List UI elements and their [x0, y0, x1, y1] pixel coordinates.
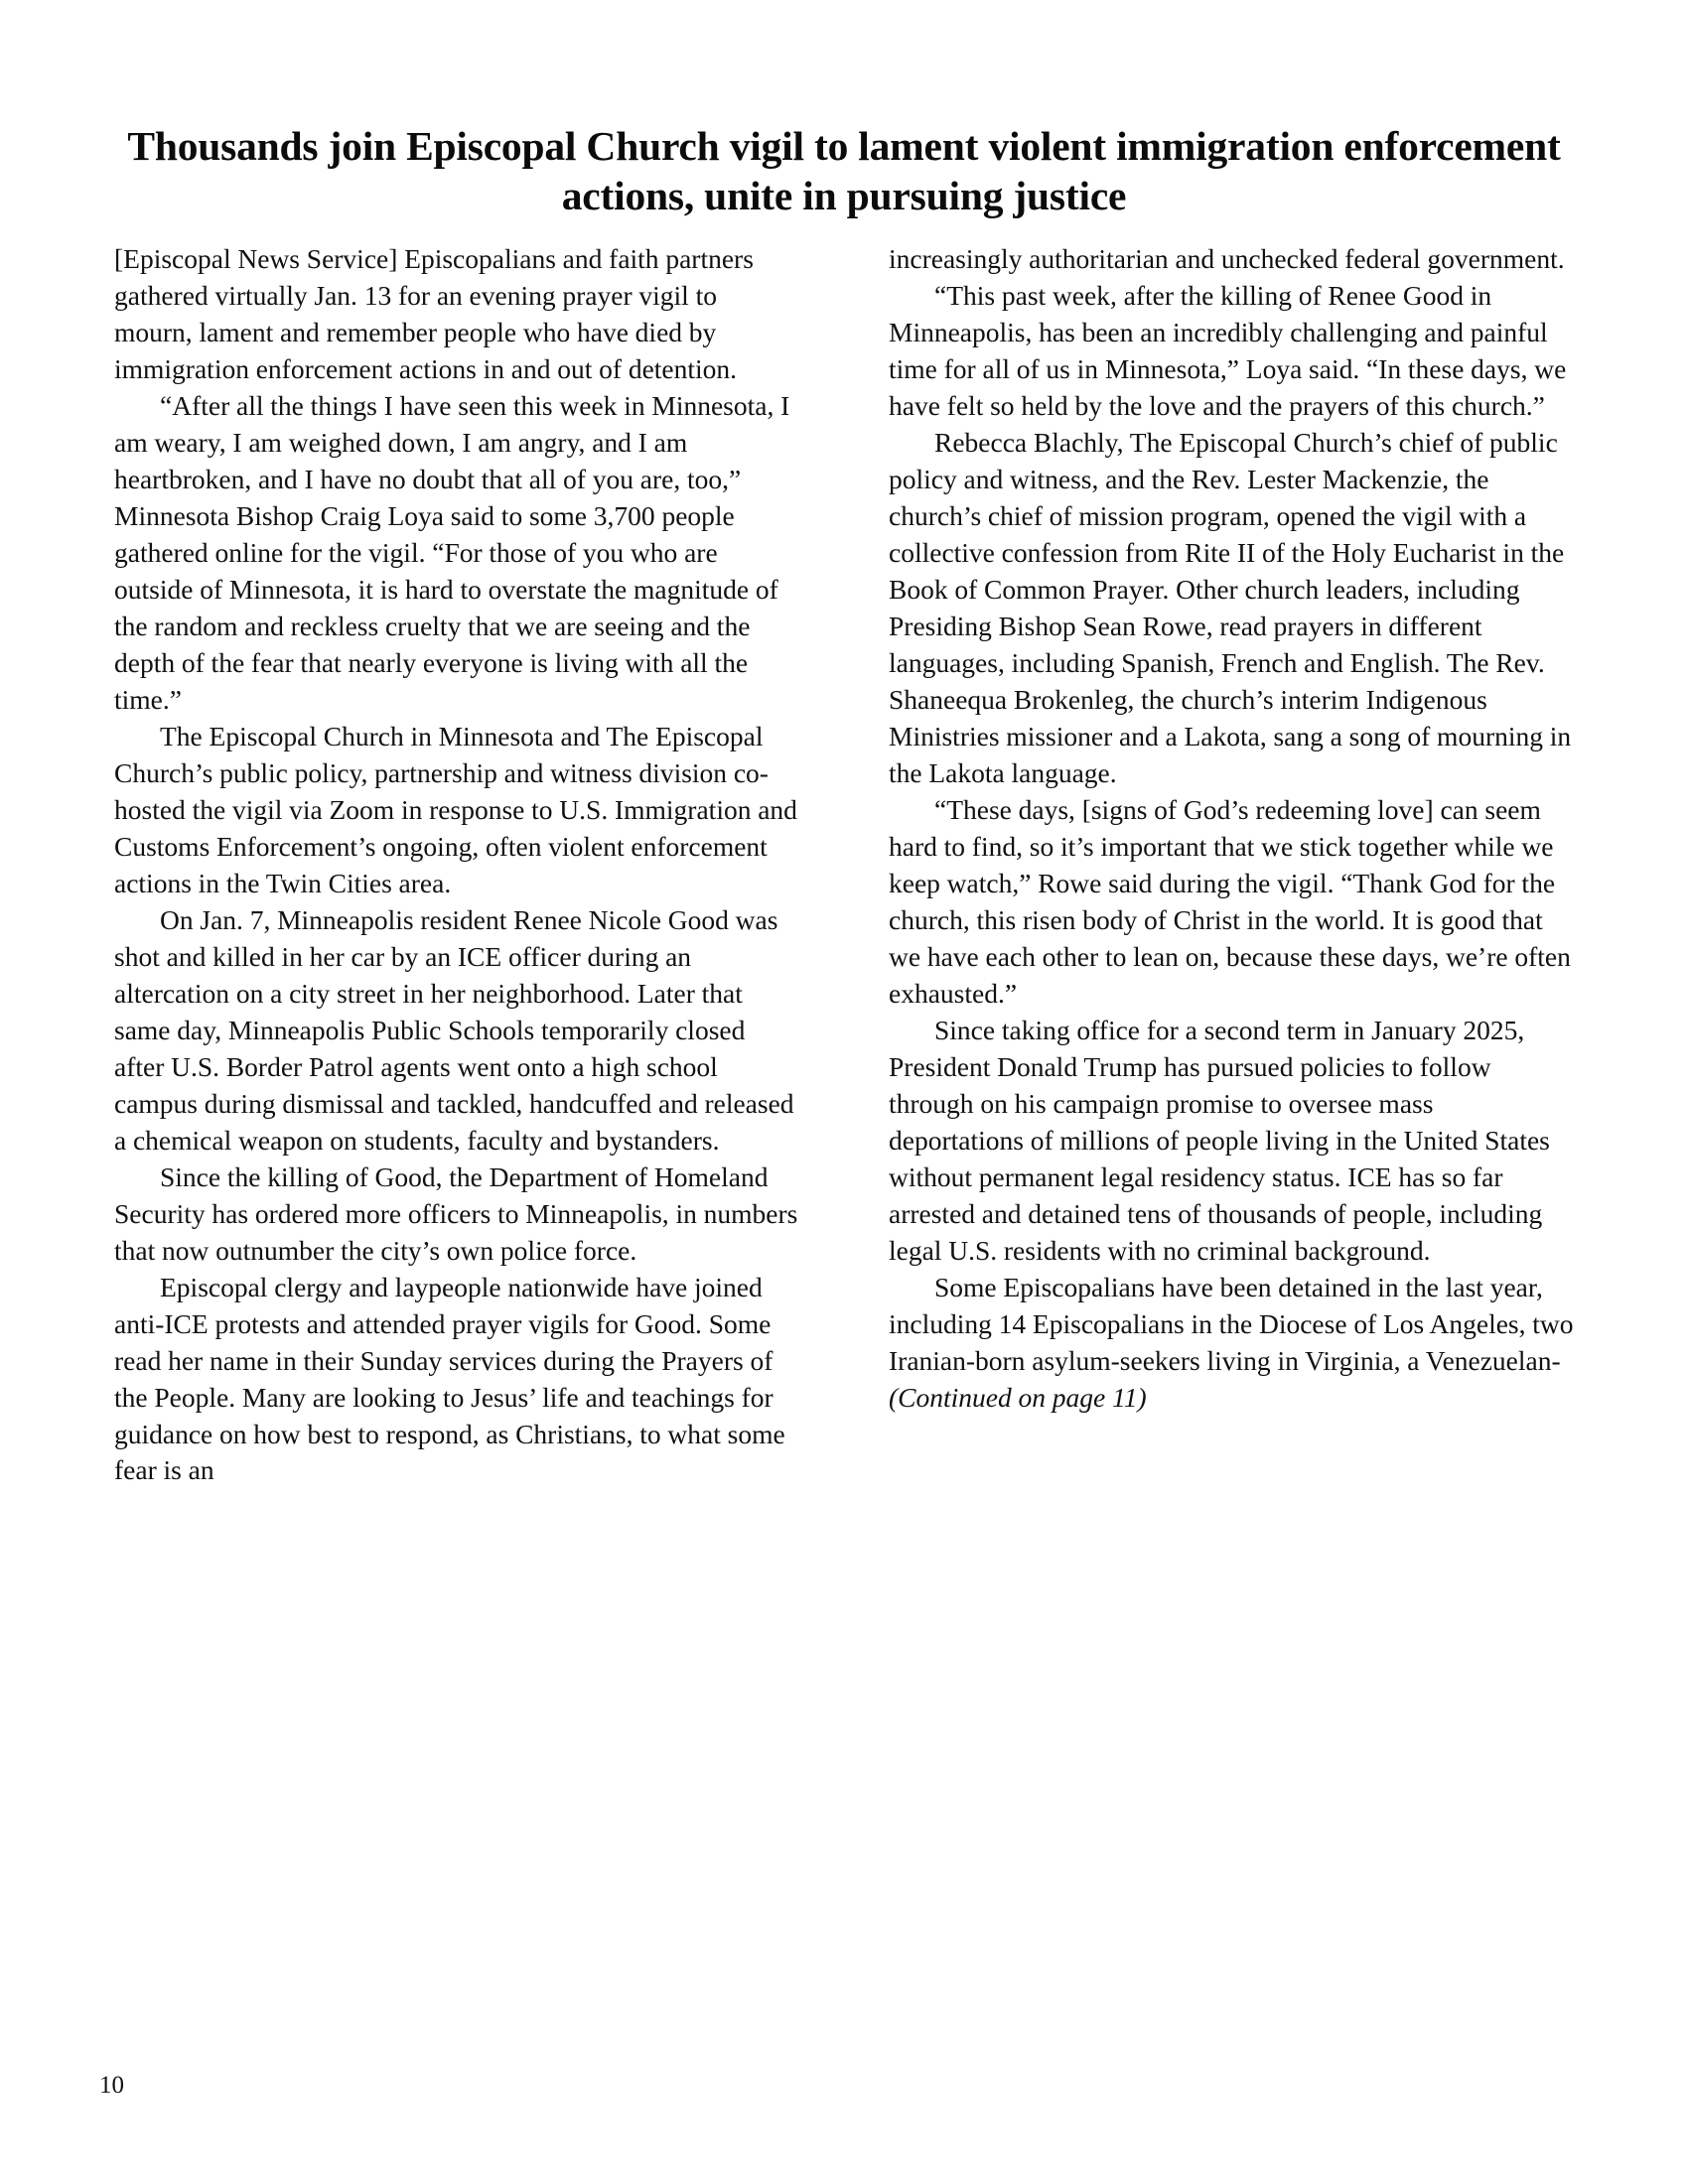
paragraph: Since the killing of Good, the Department of Homeland Security has ordered more officers to Minneapolis, in numbers that now outnumber the city’s own police force. [114, 1160, 798, 1266]
article-columns [114, 241, 1574, 2043]
column-left [114, 241, 799, 1489]
paragraph: Some Episcopalians have been detained in the last year, including 14 Episcopalians in the Diocese of Los Angeles, two Iranian-born asylum-seekers living in Virginia, a Venezuelan- [889, 1271, 1574, 1376]
column-right [889, 241, 1574, 1417]
paragraph: The Episcopal Church in Minnesota and The Episcopal Church’s public policy, partnership and witness division co-hosted the vigil via Zoom in response to U.S. Immigration and Customs Enforcement’s ongoing, often violent enforcement actions in the Twin Cities area. [114, 720, 797, 898]
continued-note: (Continued on page 11) [889, 1381, 1147, 1413]
paragraph: Since taking office for a second term in January 2025, President Donald Trump has pursued policies to follow through on his campaign promise to oversee mass deportations of millions of people living in the United States without permanent legal residency status. ICE has so far arrested and detained tens of thousands of people, including legal U.S. residents with no criminal background. [889, 1014, 1550, 1266]
page-title: Thousands join Episcopal Church vigil to lament violent immigration enforcement actions, unite in pursuing justice [127, 122, 1561, 218]
paragraph: “After all the things I have seen this week in Minnesota, I am weary, I am weighed down, I am angry, and I am heartbroken, and I have no doubt that all of you are, too,” Minnesota Bishop Craig Loya said to some 3,700 people gathered online for the vigil. “For those of you who are outside of Minnesota, it is hard to overstate the magnitude of the random and reckless cruelty that we are seeing and the depth of the fear that nearly everyone is living with all the time.” [114, 389, 790, 715]
paragraph: “These days, [signs of God’s redeeming love] can seem hard to find, so it’s important that we stick together while we keep watch,” Rowe said during the vigil. “Thank God for the church, this risen body of Christ in the world. It is good that we have each other to lean on, because these days, we’re often exhausted.” [889, 793, 1571, 1009]
paragraph: On Jan. 7, Minneapolis resident Renee Nicole Good was shot and killed in her car by an ICE officer during an altercation on a city street in her neighborhood. Later that same day, Minneapolis Public Schools temporarily closed after U.S. Border Patrol agents went onto a high school campus during dismissal and tackled, handcuffed and released a chemical weapon on students, faculty and bystanders. [114, 903, 794, 1156]
paragraph: [Episcopal News Service] Episcopalians and faith partners gathered virtually Jan. 13 for an evening prayer vigil to mourn, lament and remember people who have died by immigration enforcement actions in and out of detention. [114, 243, 754, 384]
page-number: 10 [99, 2072, 124, 2099]
paragraph: Rebecca Blachly, The Episcopal Church’s chief of public policy and witness, and the Rev. Lester Mackenzie, the church’s chief of mission program, opened the vigil with a collective confession from Rite II of the Holy Eucharist in the Book of Common Prayer. Other church leaders, including Presiding Bishop Sean Rowe, read prayers in different languages, including Spanish, French and English. The Rev. Shaneequa Brokenleg, the church’s interim Indigenous Ministries missioner and a Lakota, sang a song of mourning in the Lakota language. [889, 426, 1572, 788]
paragraph: increasingly authoritarian and unchecked federal government. [889, 243, 1565, 274]
paragraph: Episcopal clergy and laypeople nationwide have joined anti-ICE protests and attended prayer vigils for Good. Some read her name in their Sunday services during the Prayers of the People. Many are looking to Jesus’ life and teachings for guidance on how best to respond, as Christians, to what some fear is an [114, 1271, 785, 1486]
paragraph: “This past week, after the killing of Renee Good in Minneapolis, has been an incredibly challenging and painful time for all of us in Minnesota,” Loya said. “In these days, we have felt so held by the love and the prayers of this church.” [889, 279, 1567, 421]
